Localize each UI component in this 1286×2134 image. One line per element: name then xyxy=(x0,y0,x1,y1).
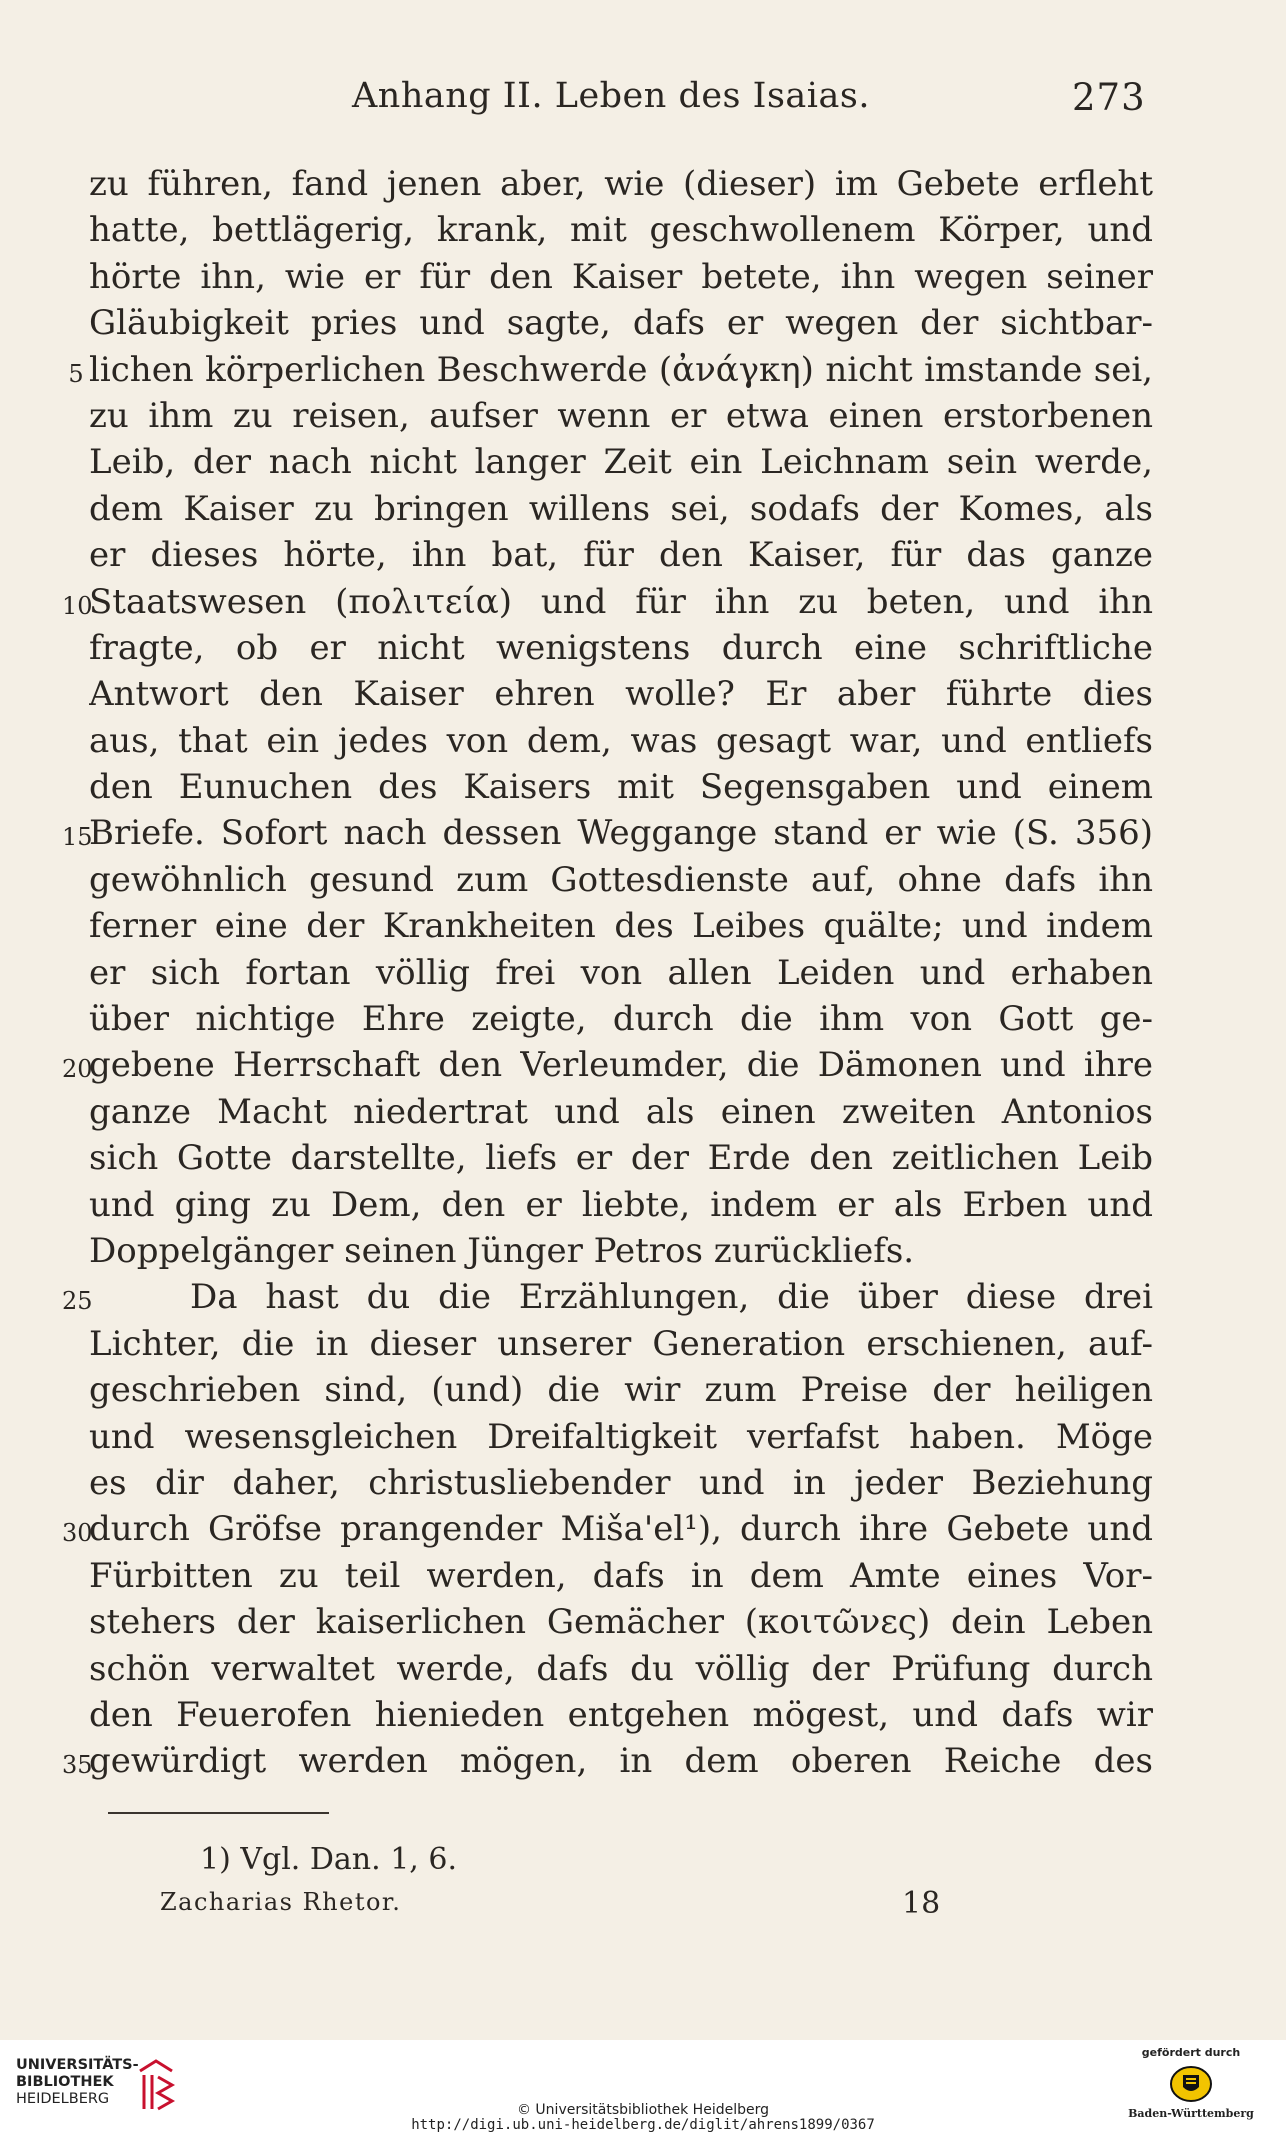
line-text: er dieses hörte, ihn bat, für den Kaiser, für das ganze xyxy=(89,535,1153,576)
page-number: 273 xyxy=(1072,76,1146,119)
library-name-line1: UNIVERSITÄTS- xyxy=(16,2057,139,2073)
text-line xyxy=(0,996,1286,1042)
text-line xyxy=(0,810,1286,856)
line-text: durch Gröfse prangender Miša'el¹), durch ihre Gebete und xyxy=(89,1509,1153,1550)
text-line xyxy=(0,718,1286,764)
line-number: 5 xyxy=(68,359,84,388)
text-line xyxy=(0,254,1286,300)
text-line xyxy=(0,1367,1286,1413)
text-line xyxy=(0,1506,1286,1552)
line-text: hatte, bettlägerig, krank, mit geschwollenem Körper, und xyxy=(89,210,1153,251)
line-number: 15 xyxy=(62,823,93,852)
text-line xyxy=(0,1042,1286,1088)
text-line xyxy=(0,1460,1286,1506)
line-number: 25 xyxy=(62,1287,93,1316)
footnote-rule xyxy=(108,1812,329,1814)
line-text: hörte ihn, wie er für den Kaiser betete, ihn wegen seiner xyxy=(89,256,1153,297)
line-number: 35 xyxy=(62,1751,93,1780)
line-text: sich Gotte darstellte, liefs er der Erde den zeitlichen Leib xyxy=(89,1138,1153,1179)
text-line xyxy=(0,1553,1286,1599)
line-text: Fürbitten zu teil werden, dafs in dem Amte eines Vor- xyxy=(89,1555,1153,1596)
line-text: ganze Macht niedertrat und als einen zweiten Antonios xyxy=(89,1091,1153,1132)
text-line xyxy=(0,439,1286,485)
text-line xyxy=(0,857,1286,903)
text-line xyxy=(0,1321,1286,1367)
text-line xyxy=(0,1089,1286,1135)
state-coat-of-arms-icon xyxy=(1167,2063,1215,2105)
line-text: Da hast du die Erzählungen, die über diese drei xyxy=(190,1277,1153,1318)
sponsor-label: gefördert durch xyxy=(1141,2046,1241,2059)
line-text: er sich fortan völlig frei von allen Leiden und erhaben xyxy=(89,952,1153,993)
text-line xyxy=(0,625,1286,671)
line-text: dem Kaiser zu bringen willens sei, sodafs der Komes, als xyxy=(89,488,1153,529)
printer-signature: Zacharias Rhetor. xyxy=(160,1888,402,1916)
text-line xyxy=(0,950,1286,996)
library-name-line3: HEIDELBERG xyxy=(16,2091,110,2107)
library-name xyxy=(16,2057,139,2108)
line-text: aus, that ein jedes von dem, was gesagt war, und entliefs xyxy=(89,720,1153,761)
library-name-line2: BIBLIOTHEK xyxy=(16,2074,114,2090)
line-text: und ging zu Dem, den er liebte, indem er als Erben und xyxy=(89,1184,1153,1225)
text-line xyxy=(0,161,1286,207)
text-line xyxy=(0,532,1286,578)
text-line xyxy=(0,300,1286,346)
text-line xyxy=(0,347,1286,393)
line-text: zu ihm zu reisen, aufser wenn er etwa einen erstorbenen xyxy=(89,395,1153,436)
line-text: geschrieben sind, (und) die wir zum Preise der heiligen xyxy=(89,1370,1153,1411)
line-text: Antwort den Kaiser ehren wolle? Er aber führte dies xyxy=(89,674,1153,715)
text-line xyxy=(0,1646,1286,1692)
line-text: den Eunuchen des Kaisers mit Segensgaben und einem xyxy=(89,767,1153,808)
sponsor-name: Baden-Württemberg xyxy=(1128,2107,1254,2120)
text-line xyxy=(0,1692,1286,1738)
text-line xyxy=(0,764,1286,810)
line-text: ferner eine der Krankheiten des Leibes quälte; und indem xyxy=(89,906,1153,947)
line-text: Doppelgänger seinen Jünger Petros zurückliefs. xyxy=(89,1230,915,1271)
line-text: zu führen, fand jenen aber, wie (dieser) im Gebete erfleht xyxy=(89,164,1153,204)
line-text: Staatswesen (πολιτεία) und für ihn zu beten, und ihn xyxy=(89,581,1153,622)
sponsor[interactable] xyxy=(1116,2046,1266,2132)
text-line xyxy=(0,1182,1286,1228)
text-line xyxy=(0,903,1286,949)
text-line xyxy=(0,486,1286,532)
text-line xyxy=(0,1414,1286,1460)
running-head: Anhang II. Leben des Isaias. xyxy=(352,76,870,116)
text-line xyxy=(0,1274,1286,1320)
line-text: und wesensgleichen Dreifaltigkeit verfafst haben. Möge xyxy=(89,1416,1153,1457)
line-text: gewöhnlich gesund zum Gottesdienste auf, ohne dafs ihn xyxy=(89,859,1153,900)
signature-number: 18 xyxy=(902,1886,941,1921)
line-text: stehers der kaiserlichen Gemächer (κοιτῶνες) dein Leben xyxy=(89,1602,1153,1643)
line-text: Leib, der nach nicht langer Zeit ein Leichnam sein werde, xyxy=(89,442,1153,483)
line-text: über nichtige Ehre zeigte, durch die ihm von Gott ge- xyxy=(89,999,1153,1040)
footer-band xyxy=(0,2040,1286,2134)
text-line xyxy=(0,1135,1286,1181)
text-line xyxy=(0,393,1286,439)
text-line xyxy=(0,671,1286,717)
line-text: den Feuerofen hienieden entgehen mögest, und dafs wir xyxy=(89,1694,1153,1735)
copyright: © Universitätsbibliothek Heidelberg xyxy=(516,2102,769,2118)
line-number: 10 xyxy=(62,591,93,620)
text-line xyxy=(0,579,1286,625)
line-text: Briefe. Sofort nach dessen Weggange stand er wie (S. 356) xyxy=(89,813,1153,854)
line-text: Lichter, die in dieser unserer Generation erschienen, auf- xyxy=(89,1323,1153,1364)
body-text xyxy=(0,161,1286,1785)
line-text: schön verwaltet werde, dafs du völlig der Prüfung durch xyxy=(89,1648,1153,1689)
text-line xyxy=(0,1738,1286,1784)
page-header xyxy=(0,76,1286,126)
line-text: lichen körperlichen Beschwerde (ἀνάγκη) nicht imstande sei, xyxy=(89,349,1153,390)
line-text: es dir daher, christusliebender und in jeder Beziehung xyxy=(89,1462,1153,1503)
line-text: fragte, ob er nicht wenigstens durch eine schriftliche xyxy=(89,627,1153,668)
footnote: 1) Vgl. Dan. 1, 6. xyxy=(200,1842,457,1877)
line-text: Gläubigkeit pries und sagte, dafs er wegen der sichtbar- xyxy=(89,303,1153,344)
text-line xyxy=(0,1228,1286,1274)
line-text: gewürdigt werden mögen, in dem oberen Reiche des xyxy=(89,1741,1153,1782)
line-number: 30 xyxy=(62,1519,93,1548)
line-number: 20 xyxy=(62,1055,93,1084)
permalink[interactable]: http://digi.ub.uni-heidelberg.de/diglit/ahrens1899/0367 xyxy=(411,2117,875,2133)
line-text: gebene Herrschaft den Verleumder, die Dämonen und ihre xyxy=(89,1045,1153,1086)
text-line xyxy=(0,1599,1286,1645)
text-line xyxy=(0,207,1286,253)
